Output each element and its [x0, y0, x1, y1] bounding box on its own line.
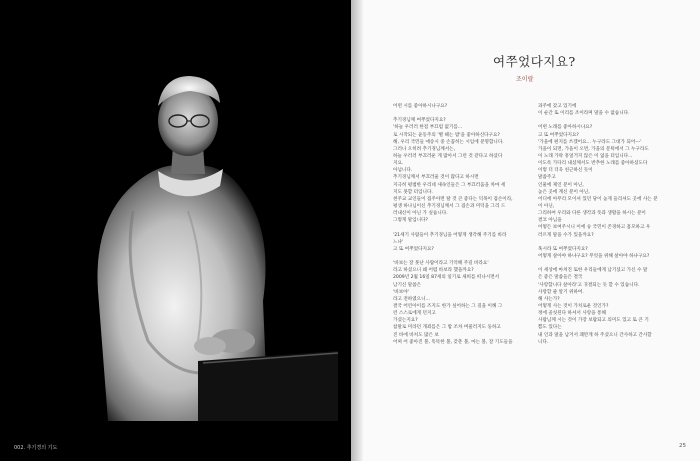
text-line: '21세기 사람들이 추기경님을 어떻게 생각해 주기를 바라	[393, 232, 507, 238]
text-line: 이 세상에 마쳐진 또한 우리들에게 남기셨고 가신 수 말	[538, 268, 648, 274]
text-line: 어떤 노래를 좋아하시나요?	[538, 125, 593, 131]
text-line: 진 바에 바쳐도 많은 보	[393, 332, 439, 338]
text-line: 아닙니다.	[393, 168, 413, 174]
text-line: 하늘 우러러 부끄러운 게 많아서 그런 것 같다고 하셨다	[393, 153, 503, 159]
text-line: 천주교 교인들이 집주아면 탈 것 큰 좋다는 덕목이 겸손이라,	[393, 196, 513, 202]
text-line	[538, 239, 675, 246]
text-line: 참말로 미라던 개죄를은 그 밤 조차 버물러지도 둥하고	[393, 325, 501, 331]
text-line: 어떤 시를 좋아하시나구요?	[393, 104, 448, 109]
text-line	[393, 253, 530, 260]
text-line: 쁨도 있다는	[538, 325, 562, 331]
text-line: 어떻게 사는 것이 가치로운 것인가?	[538, 303, 609, 309]
text-line: 2009년 2월 16일 87세의 일기로 새희를 떠나시면서	[393, 275, 500, 281]
text-line: 해, 우리 국민들 애송시 중 손꼽히는 시임에 분명합니다.	[393, 139, 504, 145]
text-line: 인물에 제인 분이 아닌,	[538, 182, 584, 188]
text-line: 어찌 어 좋아진 볼, 똑똑한 볼, 갖춘 볼, 마는 볼, 잘 기도들을	[393, 339, 513, 345]
right-page	[363, 0, 700, 461]
text-line: '하늘 우러러 한점 부끄럼 없기를...	[393, 125, 463, 131]
text-line: 높은 곳에 계신 분이 아닌,	[538, 189, 590, 195]
text-line: 추기경님께 여쭈었다지요?	[393, 118, 446, 124]
text-line: 말씀주고	[538, 175, 556, 181]
text-line: 사랑할 줄 알기 위하여.	[538, 289, 584, 295]
text-line: 그러나 오히려 추기경님께서는,	[393, 146, 456, 152]
text-line: '바보는 잘 못난 사람이라고 기억해 주길 바라요'	[393, 261, 489, 267]
text-line: 가을이 되면, 가을이 오면, 가을의 문턱에서 그 누구라도	[538, 146, 649, 152]
text-line: 가셨는지요?	[393, 318, 418, 324]
text-line: 해 사는가?	[538, 296, 560, 302]
text-line: 그렇게 말입니다?	[393, 218, 428, 224]
text-line: 사람님께 시는 것이 가장 보람되고 의미도 있고 또 큰 기	[538, 318, 649, 324]
text-line: 혹시라 또 여쭈었다지요?	[538, 246, 588, 252]
text-line: 과주에 갔고 있기에	[538, 104, 577, 109]
text-line: 라고 전하였으니...	[393, 296, 430, 302]
text-line: 이도록 가다리 내셨께서도 반추한 노래를 좋아하셨도다	[538, 161, 648, 167]
text-line: '사랑합니다 살아라'고 귀결되는 듯 할 수 있습니다.	[538, 282, 640, 288]
text-line: 로 시작되는 윤동주의 '별 헤는 밤'을 좋아하신다구요?	[393, 132, 500, 138]
text-line: 라고 하셨으니 왜 어렵 바보라 했을까요?	[393, 268, 474, 274]
text-line: 이 노래 가락 흥얼거지 않은 이 없을 터입니다...	[538, 153, 633, 159]
text-line: 결국 어린아이를 즈지도 한가 싶어하는 그 길을 이해 그	[393, 303, 503, 309]
text-column-left	[393, 103, 530, 346]
text-line: 남기신 말씀은	[393, 282, 422, 288]
text-line: 어디에 아무리 모이셔 있던 당이 높게 들리셔도 곳에 사는 분	[538, 196, 658, 202]
text-line: '바보야'	[393, 289, 409, 295]
text-line: 어떻게 살아야 하냐구요? 무엇을 위해 살아야 하냐구요?	[538, 253, 650, 259]
text-line: 이렇 더 더욱 친근하신 듯이	[538, 168, 593, 174]
text-line: '가을에 편지를 쓰겠어요... 누구라도 그대가 되어---'	[538, 139, 642, 145]
article-author: 조이랄	[516, 76, 534, 83]
text-line: 이 아닌,	[538, 203, 555, 209]
text-line	[538, 260, 675, 267]
left-page-folio: 002. 추기경의 기도	[14, 445, 58, 451]
text-line: 고 또 여쭈었다지요?	[538, 132, 579, 138]
text-line: 은 좋은 말씀들은 결국	[538, 275, 583, 281]
text-line: 지극히 평범한 우리네 새속인들은 그 부끄러움을 차마 세	[393, 182, 506, 188]
cardinal-portrait-photo	[38, 41, 338, 421]
article-title: 여쭈었다지요?	[493, 54, 576, 69]
text-line: 런 스스로에게 던지고	[393, 311, 436, 317]
text-line: 그리하여 우리와 다른 생각과 뜻과 생활을 하시는 분이	[538, 211, 646, 217]
page-number: 25	[679, 443, 686, 449]
text-line: 추기경님께서 부끄러울 것이 많다고 하시면	[393, 175, 479, 181]
text-line: 이 순간 또 이리를 조이라며 말을 수 없습니다.	[538, 111, 630, 117]
text-line: 러내신이 아닌 가 싶습니다.	[393, 211, 448, 217]
text-line: 고 또 여쭈었다지요?	[393, 246, 434, 252]
text-column-right	[538, 103, 675, 346]
text-line: 어떻든 보여주시니 이에 숭 국민이 존경하고 흠모하고 우	[538, 225, 651, 231]
text-line: 내 인과 말을 남겨서 쾌만게 하 주셨으니 간사하고 간사할	[538, 332, 652, 338]
text-line: 정에 골칫된다 하셔서 사랑을 통해	[538, 311, 606, 317]
text-line: 느냐'	[393, 239, 404, 245]
text-line: 니다.	[538, 339, 549, 345]
text-line	[393, 110, 530, 117]
text-line: 평생 하나님이신 추기경님께서 그 겸손과 미덕을 그리 드	[393, 203, 506, 209]
text-line: 지도 못할 터입니다.	[393, 189, 433, 195]
text-line: 러르게 말을 수가 있을까요?	[538, 232, 594, 238]
text-line: 지요.	[393, 161, 404, 167]
book-gutter	[351, 0, 363, 461]
text-line	[538, 117, 675, 124]
text-line	[393, 224, 530, 231]
text-line: 결코 아님을	[538, 218, 562, 224]
